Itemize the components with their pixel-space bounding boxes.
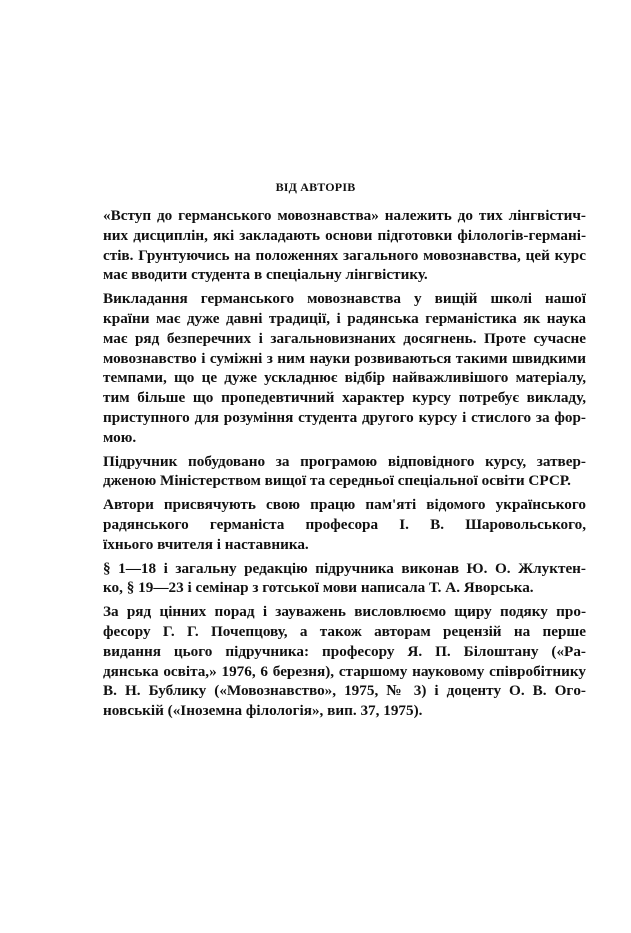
text-line: § 1—18 і загальну редакцію підручника виконав Ю. О. Жлуктен- bbox=[103, 559, 586, 577]
text-line: їхнього вчителя і наставника. bbox=[103, 535, 309, 553]
text-line: дженою Міністерством вищої та середньої спеціальної освіти СРСР. bbox=[103, 472, 571, 490]
text-line: новській («Іноземна філологія», вип. 37, 1975). bbox=[103, 702, 423, 720]
text-line: них дисциплін, які закладають основи підготовки філологів-германі- bbox=[103, 226, 586, 244]
paragraph-2 bbox=[103, 289, 586, 447]
text-line: тим більше що пропедевтичний характер курсу потребує викладу, bbox=[103, 389, 586, 407]
text-line: мовознавство і суміжні з ним науки розвиваються такими швидкими bbox=[103, 349, 586, 367]
text-line: приступного для розуміння студента другого курсу і стислого за фор- bbox=[103, 408, 586, 426]
paragraph-6 bbox=[103, 602, 586, 721]
text-line: В. Н. Бублику («Мовознавство», 1975, № 3) і доценту О. В. Огo- bbox=[103, 682, 586, 700]
text-line: мою. bbox=[103, 428, 137, 446]
text-line: має вводити студента в спеціальну лінгвістику. bbox=[103, 266, 428, 284]
text-line: ко, § 19—23 і семінар з готської мови написала Т. А. Яворська. bbox=[103, 579, 534, 597]
text-line: Підручник побудовано за програмою відповідного курсу, затвер- bbox=[103, 452, 586, 470]
text-line: Автори присвячують свою працю пам'яті відомого українського bbox=[103, 496, 586, 514]
text-line: дянська освіта,» 1976, 6 березня), старшому науковому співробітнику bbox=[103, 662, 586, 680]
text-line: радянського германіста професора І. В. Шаровольського, bbox=[103, 515, 586, 533]
paragraph-5 bbox=[103, 559, 586, 599]
page-heading: ВІД АВТОРІВ bbox=[275, 180, 356, 194]
text-line: фесору Г. Г. Почепцову, а також авторам рецензій на перше bbox=[103, 622, 586, 640]
paragraph-3 bbox=[103, 452, 586, 492]
text-line: стів. Грунтуючись на положеннях загального мовознавства, цей курс bbox=[103, 246, 586, 264]
text-line: «Вступ до германського мовознавства» належить до тих лінгвістич- bbox=[103, 207, 586, 224]
text-line: має ряд безперечних і загальновизнаних досягнень. Проте сучасне bbox=[103, 329, 586, 347]
body-text bbox=[103, 206, 586, 725]
text-line: темпами, що це дуже ускладнює відбір найважливішого матеріалу, bbox=[103, 369, 586, 387]
text-line: За ряд цінних порад і зауважень висловлюємо щиру подяку про- bbox=[103, 603, 586, 621]
paragraph-1 bbox=[103, 206, 586, 285]
text-line: Викладання германського мовознавства у вищій школі нашої bbox=[103, 290, 586, 308]
paragraph-4 bbox=[103, 495, 586, 554]
text-line: видання цього підручника: професору Я. П. Білоштану («Ра- bbox=[103, 642, 586, 660]
text-line: країни має дуже давні традиції, і радянська германістика як наука bbox=[103, 309, 586, 327]
